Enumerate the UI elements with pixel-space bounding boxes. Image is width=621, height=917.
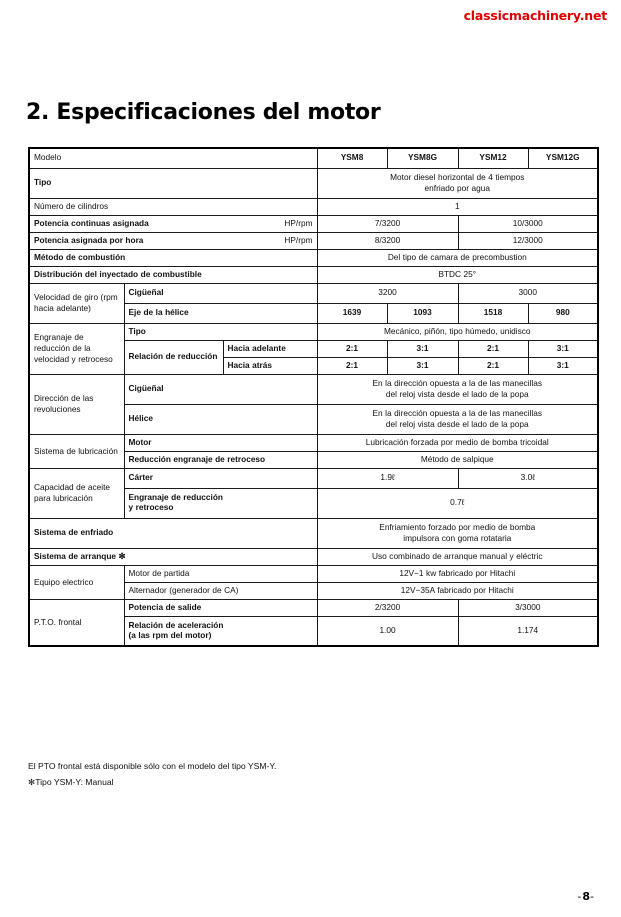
- table-row-pto-potencia: [29, 599, 598, 616]
- velocidad-ciguenal-value-2: 3000: [458, 283, 598, 303]
- combustion-value: Del tipo de camara de precombustion: [317, 249, 598, 266]
- capacidad-group-label: Capacidad de aceite para lubricación: [29, 468, 124, 518]
- pto-relacion-label: [124, 616, 317, 646]
- specifications-table-container: [28, 147, 597, 647]
- direccion-ciguenal-value: [317, 374, 598, 404]
- inyeccion-label: Distribución del inyectado de combustible: [29, 266, 317, 283]
- pto-relacion-value-2: 1.174: [458, 616, 598, 646]
- capacidad-engranaje-label: [124, 488, 317, 518]
- relacion-atras-label: Hacia atrás: [223, 357, 317, 374]
- relacion-reduccion-label: Relación de reducción: [124, 340, 223, 374]
- table-row-enfriado: [29, 518, 598, 548]
- velocidad-helice-label: Eje de la hélice: [124, 303, 317, 323]
- potencia-continua-value-2: 10/3000: [458, 215, 598, 232]
- velocidad-helice-value-3: 1518: [458, 303, 528, 323]
- velocidad-helice-value-1: 1639: [317, 303, 387, 323]
- velocidad-group-label: Velocidad de giro (rpm hacia adelante): [29, 283, 124, 323]
- direccion-helice-line2: del reloj vista desde el lado de la popa: [385, 419, 529, 429]
- potencia-hora-unit: HP/rpm: [284, 234, 313, 245]
- enfriado-label: Sistema de enfriado: [29, 518, 317, 548]
- lubricacion-reduccion-value: Método de salpique: [317, 451, 598, 468]
- pto-potencia-value-1: 2/3200: [317, 599, 458, 616]
- tipo-value: [317, 168, 598, 198]
- table-row-velocidad-ciguenal: [29, 283, 598, 303]
- model-ysm12: YSM12: [458, 148, 528, 168]
- enfriado-line1: Enfriamiento forzado por medio de bomba: [379, 521, 536, 532]
- relacion-adelante-value-3: 2:1: [458, 340, 528, 357]
- table-row-modelo: [29, 148, 598, 168]
- tipo-value-line1: Motor diesel horizontal de 4 tiempos: [390, 171, 525, 182]
- pto-relacion-line2: (a las rpm del motor): [128, 629, 212, 640]
- model-ysm8g: YSM8G: [387, 148, 458, 168]
- relacion-atras-value-4: 3:1: [528, 357, 598, 374]
- electrico-partida-label: Motor de partida: [124, 565, 317, 582]
- pto-relacion-value-1: 1.00: [317, 616, 458, 646]
- table-row-electrico-partida: [29, 565, 598, 582]
- tipo-value-line2: enfriado por agua: [424, 183, 490, 193]
- table-row-direccion-ciguenal: [29, 374, 598, 404]
- pto-potencia-label: Potencia de salide: [124, 599, 317, 616]
- relacion-atras-value-1: 2:1: [317, 357, 387, 374]
- direccion-helice-value: [317, 404, 598, 434]
- velocidad-helice-value-4: 980: [528, 303, 598, 323]
- enfriado-line2: impulsora con goma rotataria: [403, 533, 512, 543]
- table-row-cilindros: [29, 198, 598, 215]
- engranaje-group-label: Engranaje de reducción de la velocidad y retroceso: [29, 323, 124, 374]
- modelo-label: Modelo: [29, 148, 317, 168]
- footnote-tipo-manual: ✻Tipo YSM-Y: Manual: [28, 777, 114, 788]
- potencia-hora-value-2: 12/3000: [458, 232, 598, 249]
- table-row-combustion: [29, 249, 598, 266]
- potencia-continua-label-cell: [29, 215, 317, 232]
- table-row-arranque: [29, 548, 598, 565]
- table-row-potencia-hora: [29, 232, 598, 249]
- direccion-group-label: Dirección de las revoluciones: [29, 374, 124, 434]
- capacidad-carter-label: Cárter: [124, 468, 317, 488]
- engranaje-tipo-value: Mecánico, piñón, tipo húmedo, unidisco: [317, 323, 598, 340]
- electrico-alternador-value: 12V−35A fabricado por Hitachi: [317, 582, 598, 599]
- table-row-capacidad-carter: [29, 468, 598, 488]
- page-number-dash-right: -: [590, 890, 595, 903]
- table-row-tipo: [29, 168, 598, 198]
- relacion-atras-value-2: 3:1: [387, 357, 458, 374]
- capacidad-carter-value-2: 3.0ℓ: [458, 468, 598, 488]
- direccion-helice-label: Hélice: [124, 404, 317, 434]
- footnotes: [28, 758, 597, 791]
- cilindros-value: 1: [317, 198, 598, 215]
- pto-relacion-line1: Relación de aceleración: [128, 619, 224, 630]
- inyeccion-value: BTDC 25°: [317, 266, 598, 283]
- potencia-hora-label: Potencia asignada por hora: [34, 234, 144, 245]
- direccion-ciguenal-label: Cigüeñal: [124, 374, 317, 404]
- pto-group-label: P.T.O. frontal: [29, 599, 124, 646]
- footnote-pto: El PTO frontal está disponible sólo con el modelo del tipo YSM-Y.: [28, 761, 277, 771]
- arranque-label: Sistema de arranque ✻: [29, 548, 317, 565]
- cilindros-label: Número de cilindros: [29, 198, 317, 215]
- capacidad-engranaje-line2: y retroceso: [128, 502, 174, 512]
- velocidad-ciguenal-value-1: 3200: [317, 283, 458, 303]
- lubricacion-group-label: Sistema de lubricación: [29, 434, 124, 468]
- potencia-continua-value-1: 7/3200: [317, 215, 458, 232]
- direccion-helice-line1: En la dirección opuesta a la de las manecillas: [372, 407, 542, 418]
- electrico-group-label: Equipo electrico: [29, 565, 124, 599]
- potencia-hora-label-cell: [29, 232, 317, 249]
- lubricacion-reduccion-label: Reducción engranaje de retroceso: [124, 451, 317, 468]
- page-number-dash-left: -: [577, 890, 583, 903]
- direccion-ciguenal-line1: En la dirección opuesta a la de las manecillas: [372, 377, 542, 388]
- velocidad-helice-value-2: 1093: [387, 303, 458, 323]
- enfriado-value: [317, 518, 598, 548]
- direccion-ciguenal-line2: del reloj vista desde el lado de la popa: [385, 389, 529, 399]
- table-row-potencia-continua: [29, 215, 598, 232]
- potencia-hora-value-1: 8/3200: [317, 232, 458, 249]
- page-title: 2. Especificaciones del motor: [26, 100, 381, 125]
- tipo-label: Tipo: [29, 168, 317, 198]
- model-ysm12g: YSM12G: [528, 148, 598, 168]
- potencia-continua-label: Potencia continuas asignada: [34, 217, 149, 228]
- engine-specifications-table: [28, 147, 599, 647]
- potencia-continua-unit: HP/rpm: [284, 217, 313, 228]
- table-row-inyeccion: [29, 266, 598, 283]
- arranque-value: Uso combinado de arranque manual y eléctric: [317, 548, 598, 565]
- page-number: [577, 890, 595, 903]
- pto-potencia-value-2: 3/3000: [458, 599, 598, 616]
- model-ysm8: YSM8: [317, 148, 387, 168]
- table-row-engranaje-tipo: [29, 323, 598, 340]
- relacion-adelante-value-1: 2:1: [317, 340, 387, 357]
- capacidad-engranaje-line1: Engranaje de reducción: [128, 492, 223, 503]
- lubricacion-motor-label: Motor: [124, 434, 317, 451]
- electrico-partida-value: 12V−1 kw fabricado por Hitachi: [317, 565, 598, 582]
- combustion-label: Método de combustión: [29, 249, 317, 266]
- engranaje-tipo-label: Tipo: [124, 323, 317, 340]
- page-number-value: 8: [582, 890, 591, 903]
- site-watermark: classicmachinery.net: [463, 8, 607, 23]
- capacidad-carter-value-1: 1.9ℓ: [317, 468, 458, 488]
- capacidad-engranaje-value: 0.7ℓ: [317, 488, 598, 518]
- relacion-adelante-value-4: 3:1: [528, 340, 598, 357]
- table-row-lubricacion-motor: [29, 434, 598, 451]
- velocidad-ciguenal-label: Cigüeñal: [124, 283, 317, 303]
- relacion-adelante-label: Hacia adelante: [223, 340, 317, 357]
- relacion-atras-value-3: 2:1: [458, 357, 528, 374]
- electrico-alternador-label: Alternador (generador de CA): [124, 582, 317, 599]
- lubricacion-motor-value: Lubricación forzada por medio de bomba tricoidal: [317, 434, 598, 451]
- relacion-adelante-value-2: 3:1: [387, 340, 458, 357]
